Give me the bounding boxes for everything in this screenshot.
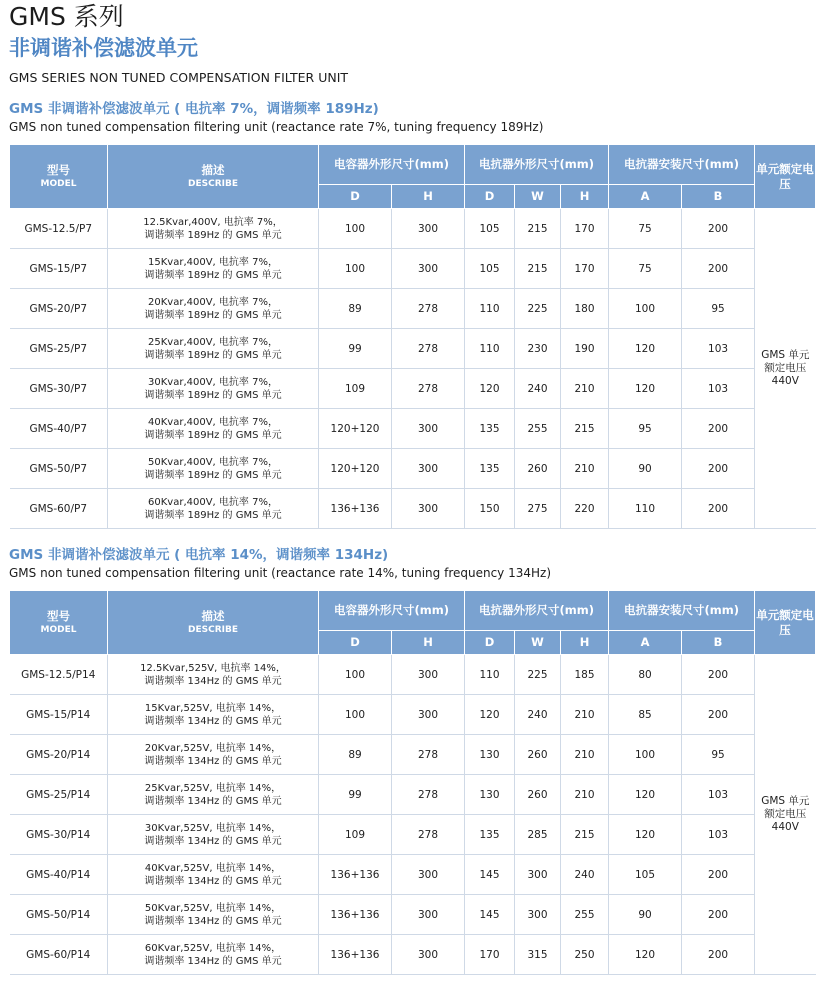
capacitor-h-cell: 278 bbox=[392, 289, 465, 329]
mount-b-cell: 95 bbox=[682, 289, 755, 329]
reactor-h-cell: 210 bbox=[561, 449, 609, 489]
table-row bbox=[10, 655, 816, 695]
capacitor-h-cell: 300 bbox=[392, 209, 465, 249]
header-cap-h: H bbox=[392, 631, 465, 655]
reactor-w-cell: 240 bbox=[515, 695, 561, 735]
header-model-cn: 型号 bbox=[47, 609, 70, 623]
capacitor-h-cell: 300 bbox=[392, 935, 465, 975]
reactor-w-cell: 260 bbox=[515, 735, 561, 775]
header-mount-a: A bbox=[609, 185, 682, 209]
table-row bbox=[10, 935, 816, 975]
reactor-h-cell: 215 bbox=[561, 815, 609, 855]
capacitor-d-cell: 100 bbox=[319, 249, 392, 289]
mount-a-cell: 120 bbox=[609, 369, 682, 409]
capacitor-d-cell: 100 bbox=[319, 695, 392, 735]
reactor-d-cell: 110 bbox=[465, 329, 515, 369]
header-reactor-dimensions: 电抗器外形尺寸(mm) bbox=[465, 145, 609, 185]
capacitor-h-cell: 300 bbox=[392, 249, 465, 289]
table-row bbox=[10, 695, 816, 735]
mount-a-cell: 100 bbox=[609, 289, 682, 329]
header-reactor-d: D bbox=[465, 185, 515, 209]
describe-cell bbox=[108, 209, 319, 249]
rated-voltage-note: GMS 单元额定电压 440V bbox=[755, 209, 816, 529]
describe-line-1: 50Kvar,400V, 电抗率 7%， bbox=[148, 456, 278, 468]
mount-a-cell: 85 bbox=[609, 695, 682, 735]
header-model-en: MODEL bbox=[40, 625, 77, 635]
reactor-h-cell: 210 bbox=[561, 775, 609, 815]
model-cell: GMS-15/P14 bbox=[10, 695, 108, 735]
describe-line-2: 调谐频率 134Hz 的 GMS 单元 bbox=[144, 955, 282, 967]
reactor-d-cell: 120 bbox=[465, 695, 515, 735]
reactor-h-cell: 240 bbox=[561, 855, 609, 895]
mount-b-cell: 95 bbox=[682, 735, 755, 775]
reactor-d-cell: 120 bbox=[465, 369, 515, 409]
model-cell: GMS-25/P7 bbox=[10, 329, 108, 369]
reactor-w-cell: 260 bbox=[515, 775, 561, 815]
mount-a-cell: 120 bbox=[609, 935, 682, 975]
capacitor-d-cell: 109 bbox=[319, 369, 392, 409]
model-cell: GMS-15/P7 bbox=[10, 249, 108, 289]
header-cap-d: D bbox=[319, 185, 392, 209]
header-model-en: MODEL bbox=[40, 179, 77, 189]
reactor-d-cell: 145 bbox=[465, 855, 515, 895]
table-row bbox=[10, 249, 816, 289]
header-reactor-mounting: 电抗器安装尺寸(mm) bbox=[609, 591, 755, 631]
describe-cell bbox=[108, 369, 319, 409]
capacitor-d-cell: 100 bbox=[319, 209, 392, 249]
reactor-w-cell: 215 bbox=[515, 209, 561, 249]
mount-b-cell: 200 bbox=[682, 209, 755, 249]
header-reactor-h: H bbox=[561, 185, 609, 209]
reactor-h-cell: 170 bbox=[561, 209, 609, 249]
reactor-h-cell: 250 bbox=[561, 935, 609, 975]
reactor-w-cell: 285 bbox=[515, 815, 561, 855]
table-row bbox=[10, 369, 816, 409]
mount-a-cell: 95 bbox=[609, 409, 682, 449]
capacitor-h-cell: 278 bbox=[392, 815, 465, 855]
header-mount-a: A bbox=[609, 631, 682, 655]
reactor-h-cell: 215 bbox=[561, 409, 609, 449]
mount-b-cell: 200 bbox=[682, 655, 755, 695]
describe-cell bbox=[108, 329, 319, 369]
describe-cell bbox=[108, 289, 319, 329]
describe-line-2: 调谐频率 189Hz 的 GMS 单元 bbox=[144, 509, 282, 521]
table-row bbox=[10, 815, 816, 855]
describe-line-1: 20Kvar,400V, 电抗率 7%， bbox=[148, 296, 278, 308]
describe-line-1: 30Kvar,525V, 电抗率 14%， bbox=[144, 822, 282, 834]
page-subtitle-cn: 非调谐补偿滤波单元 bbox=[9, 36, 198, 60]
mount-a-cell: 120 bbox=[609, 329, 682, 369]
reactor-w-cell: 300 bbox=[515, 855, 561, 895]
mount-a-cell: 100 bbox=[609, 735, 682, 775]
reactor-w-cell: 225 bbox=[515, 655, 561, 695]
describe-line-1: 20Kvar,525V, 电抗率 14%， bbox=[144, 742, 282, 754]
capacitor-h-cell: 278 bbox=[392, 735, 465, 775]
reactor-h-cell: 210 bbox=[561, 735, 609, 775]
reactor-h-cell: 170 bbox=[561, 249, 609, 289]
header-reactor-h: H bbox=[561, 631, 609, 655]
describe-line-1: 30Kvar,400V, 电抗率 7%， bbox=[148, 376, 278, 388]
describe-line-2: 调谐频率 134Hz 的 GMS 单元 bbox=[144, 915, 282, 927]
table-row bbox=[10, 329, 816, 369]
model-cell: GMS-50/P14 bbox=[10, 895, 108, 935]
describe-cell bbox=[108, 855, 319, 895]
describe-cell bbox=[108, 249, 319, 289]
describe-line-2: 调谐频率 134Hz 的 GMS 单元 bbox=[144, 715, 282, 727]
header-reactor-w: W bbox=[515, 185, 561, 209]
table-row bbox=[10, 289, 816, 329]
reactor-d-cell: 105 bbox=[465, 249, 515, 289]
page-subtitle-en: GMS SERIES NON TUNED COMPENSATION FILTER UNIT bbox=[9, 70, 349, 85]
capacitor-h-cell: 300 bbox=[392, 655, 465, 695]
reactor-w-cell: 215 bbox=[515, 249, 561, 289]
header-model-cn: 型号 bbox=[47, 163, 70, 177]
section-2-title-cn: GMS 非调谐补偿滤波单元 ( 电抗率 14%，调谐频率 134Hz) bbox=[9, 547, 389, 563]
describe-line-1: 40Kvar,525V, 电抗率 14%， bbox=[144, 862, 282, 874]
describe-cell bbox=[108, 409, 319, 449]
describe-cell bbox=[108, 449, 319, 489]
mount-b-cell: 200 bbox=[682, 489, 755, 529]
describe-cell bbox=[108, 895, 319, 935]
header-reactor-w: W bbox=[515, 631, 561, 655]
header-describe-cn: 描述 bbox=[201, 609, 225, 623]
capacitor-d-cell: 136+136 bbox=[319, 895, 392, 935]
header-describe-en: DESCRIBE bbox=[188, 625, 238, 635]
header-describe bbox=[108, 591, 319, 655]
describe-line-2: 调谐频率 189Hz 的 GMS 单元 bbox=[144, 229, 282, 241]
describe-line-2: 调谐频率 189Hz 的 GMS 单元 bbox=[144, 429, 282, 441]
table-body bbox=[10, 209, 816, 529]
header-describe bbox=[108, 145, 319, 209]
reactor-d-cell: 135 bbox=[465, 409, 515, 449]
describe-line-1: 15Kvar,400V, 电抗率 7%， bbox=[148, 256, 278, 268]
model-cell: GMS-30/P14 bbox=[10, 815, 108, 855]
model-cell: GMS-50/P7 bbox=[10, 449, 108, 489]
mount-b-cell: 200 bbox=[682, 449, 755, 489]
describe-cell bbox=[108, 695, 319, 735]
describe-cell bbox=[108, 775, 319, 815]
model-cell: GMS-12.5/P14 bbox=[10, 655, 108, 695]
describe-line-2: 调谐频率 189Hz 的 GMS 单元 bbox=[144, 469, 282, 481]
reactor-h-cell: 255 bbox=[561, 895, 609, 935]
spec-table-p14 bbox=[9, 590, 816, 975]
model-cell: GMS-40/P7 bbox=[10, 409, 108, 449]
table-row bbox=[10, 855, 816, 895]
describe-line-1: 15Kvar,525V, 电抗率 14%， bbox=[144, 702, 282, 714]
table-row bbox=[10, 449, 816, 489]
table-row bbox=[10, 775, 816, 815]
header-describe-cn: 描述 bbox=[201, 163, 225, 177]
model-cell: GMS-25/P14 bbox=[10, 775, 108, 815]
model-cell: GMS-20/P14 bbox=[10, 735, 108, 775]
reactor-h-cell: 210 bbox=[561, 369, 609, 409]
mount-a-cell: 110 bbox=[609, 489, 682, 529]
capacitor-d-cell: 100 bbox=[319, 655, 392, 695]
capacitor-h-cell: 300 bbox=[392, 409, 465, 449]
header-rated-voltage: 单元额定电压 bbox=[755, 145, 816, 209]
header-cap-d: D bbox=[319, 631, 392, 655]
capacitor-h-cell: 278 bbox=[392, 369, 465, 409]
capacitor-h-cell: 300 bbox=[392, 855, 465, 895]
capacitor-d-cell: 99 bbox=[319, 775, 392, 815]
describe-line-1: 12.5Kvar,525V, 电抗率 14%， bbox=[140, 662, 286, 674]
describe-cell bbox=[108, 655, 319, 695]
mount-b-cell: 200 bbox=[682, 935, 755, 975]
reactor-d-cell: 170 bbox=[465, 935, 515, 975]
capacitor-d-cell: 89 bbox=[319, 289, 392, 329]
mount-a-cell: 90 bbox=[609, 895, 682, 935]
mount-b-cell: 103 bbox=[682, 329, 755, 369]
header-describe-en: DESCRIBE bbox=[188, 179, 238, 189]
mount-b-cell: 200 bbox=[682, 855, 755, 895]
capacitor-d-cell: 120+120 bbox=[319, 409, 392, 449]
header-capacitor: 电容器外形尺寸(mm) bbox=[319, 591, 465, 631]
reactor-w-cell: 260 bbox=[515, 449, 561, 489]
capacitor-h-cell: 300 bbox=[392, 695, 465, 735]
mount-a-cell: 75 bbox=[609, 249, 682, 289]
mount-b-cell: 103 bbox=[682, 815, 755, 855]
capacitor-d-cell: 109 bbox=[319, 815, 392, 855]
table-row bbox=[10, 409, 816, 449]
header-model bbox=[10, 145, 108, 209]
capacitor-h-cell: 300 bbox=[392, 449, 465, 489]
reactor-w-cell: 300 bbox=[515, 895, 561, 935]
reactor-w-cell: 230 bbox=[515, 329, 561, 369]
model-cell: GMS-40/P14 bbox=[10, 855, 108, 895]
reactor-h-cell: 190 bbox=[561, 329, 609, 369]
describe-line-2: 调谐频率 134Hz 的 GMS 单元 bbox=[144, 755, 282, 767]
describe-cell bbox=[108, 935, 319, 975]
capacitor-d-cell: 99 bbox=[319, 329, 392, 369]
reactor-d-cell: 110 bbox=[465, 289, 515, 329]
mount-a-cell: 120 bbox=[609, 775, 682, 815]
reactor-h-cell: 185 bbox=[561, 655, 609, 695]
reactor-d-cell: 135 bbox=[465, 449, 515, 489]
table-row bbox=[10, 209, 816, 249]
reactor-w-cell: 225 bbox=[515, 289, 561, 329]
header-cap-h: H bbox=[392, 185, 465, 209]
reactor-d-cell: 130 bbox=[465, 735, 515, 775]
header-reactor-d: D bbox=[465, 631, 515, 655]
header-mount-b: B bbox=[682, 631, 755, 655]
describe-line-2: 调谐频率 134Hz 的 GMS 单元 bbox=[144, 675, 282, 687]
header-rated-voltage: 单元额定电压 bbox=[755, 591, 816, 655]
mount-b-cell: 200 bbox=[682, 695, 755, 735]
header-model bbox=[10, 591, 108, 655]
describe-line-1: 12.5Kvar,400V, 电抗率 7%， bbox=[143, 216, 283, 228]
rated-voltage-note: GMS 单元额定电压 440V bbox=[755, 655, 816, 975]
describe-line-1: 25Kvar,525V, 电抗率 14%， bbox=[144, 782, 282, 794]
describe-line-1: 25Kvar,400V, 电抗率 7%， bbox=[148, 336, 278, 348]
describe-line-2: 调谐频率 134Hz 的 GMS 单元 bbox=[144, 875, 282, 887]
header-reactor-dimensions: 电抗器外形尺寸(mm) bbox=[465, 591, 609, 631]
model-cell: GMS-60/P14 bbox=[10, 935, 108, 975]
reactor-h-cell: 220 bbox=[561, 489, 609, 529]
model-cell: GMS-30/P7 bbox=[10, 369, 108, 409]
reactor-d-cell: 130 bbox=[465, 775, 515, 815]
section-1-title-cn: GMS 非调谐补偿滤波单元 ( 电抗率 7%，调谐频率 189Hz) bbox=[9, 101, 379, 117]
mount-a-cell: 90 bbox=[609, 449, 682, 489]
header-mount-b: B bbox=[682, 185, 755, 209]
reactor-h-cell: 180 bbox=[561, 289, 609, 329]
section-2-title-en: GMS non tuned compensation filtering unit (reactance rate 14%, tuning frequency 134Hz) bbox=[9, 566, 552, 580]
reactor-w-cell: 275 bbox=[515, 489, 561, 529]
header-capacitor: 电容器外形尺寸(mm) bbox=[319, 145, 465, 185]
describe-line-1: 40Kvar,400V, 电抗率 7%， bbox=[148, 416, 278, 428]
capacitor-d-cell: 89 bbox=[319, 735, 392, 775]
describe-line-2: 调谐频率 189Hz 的 GMS 单元 bbox=[144, 269, 282, 281]
describe-cell bbox=[108, 815, 319, 855]
mount-b-cell: 103 bbox=[682, 369, 755, 409]
reactor-d-cell: 135 bbox=[465, 815, 515, 855]
mount-b-cell: 103 bbox=[682, 775, 755, 815]
reactor-d-cell: 150 bbox=[465, 489, 515, 529]
describe-cell bbox=[108, 489, 319, 529]
describe-line-1: 60Kvar,525V, 电抗率 14%， bbox=[144, 942, 282, 954]
table-row bbox=[10, 735, 816, 775]
table-row bbox=[10, 895, 816, 935]
table-row bbox=[10, 489, 816, 529]
capacitor-h-cell: 278 bbox=[392, 775, 465, 815]
mount-b-cell: 200 bbox=[682, 895, 755, 935]
describe-line-2: 调谐频率 134Hz 的 GMS 单元 bbox=[144, 835, 282, 847]
describe-line-2: 调谐频率 189Hz 的 GMS 单元 bbox=[144, 309, 282, 321]
capacitor-h-cell: 300 bbox=[392, 489, 465, 529]
mount-b-cell: 200 bbox=[682, 409, 755, 449]
header-reactor-mounting: 电抗器安装尺寸(mm) bbox=[609, 145, 755, 185]
mount-a-cell: 120 bbox=[609, 815, 682, 855]
reactor-w-cell: 240 bbox=[515, 369, 561, 409]
capacitor-d-cell: 136+136 bbox=[319, 935, 392, 975]
capacitor-d-cell: 120+120 bbox=[319, 449, 392, 489]
describe-line-2: 调谐频率 189Hz 的 GMS 单元 bbox=[144, 349, 282, 361]
model-cell: GMS-60/P7 bbox=[10, 489, 108, 529]
reactor-d-cell: 110 bbox=[465, 655, 515, 695]
page-title: GMS 系列 bbox=[9, 2, 124, 31]
table-body bbox=[10, 655, 816, 975]
describe-line-2: 调谐频率 134Hz 的 GMS 单元 bbox=[144, 795, 282, 807]
mount-a-cell: 75 bbox=[609, 209, 682, 249]
capacitor-d-cell: 136+136 bbox=[319, 489, 392, 529]
capacitor-h-cell: 278 bbox=[392, 329, 465, 369]
describe-cell bbox=[108, 735, 319, 775]
model-cell: GMS-12.5/P7 bbox=[10, 209, 108, 249]
describe-line-2: 调谐频率 189Hz 的 GMS 单元 bbox=[144, 389, 282, 401]
reactor-h-cell: 210 bbox=[561, 695, 609, 735]
spec-table-p7 bbox=[9, 144, 816, 529]
section-1-title-en: GMS non tuned compensation filtering unit (reactance rate 7%, tuning frequency 189Hz) bbox=[9, 120, 544, 134]
capacitor-h-cell: 300 bbox=[392, 895, 465, 935]
capacitor-d-cell: 136+136 bbox=[319, 855, 392, 895]
reactor-w-cell: 255 bbox=[515, 409, 561, 449]
mount-a-cell: 105 bbox=[609, 855, 682, 895]
describe-line-1: 50Kvar,525V, 电抗率 14%， bbox=[144, 902, 282, 914]
reactor-d-cell: 105 bbox=[465, 209, 515, 249]
mount-b-cell: 200 bbox=[682, 249, 755, 289]
reactor-w-cell: 315 bbox=[515, 935, 561, 975]
model-cell: GMS-20/P7 bbox=[10, 289, 108, 329]
reactor-d-cell: 145 bbox=[465, 895, 515, 935]
describe-line-1: 60Kvar,400V, 电抗率 7%， bbox=[148, 496, 278, 508]
mount-a-cell: 80 bbox=[609, 655, 682, 695]
